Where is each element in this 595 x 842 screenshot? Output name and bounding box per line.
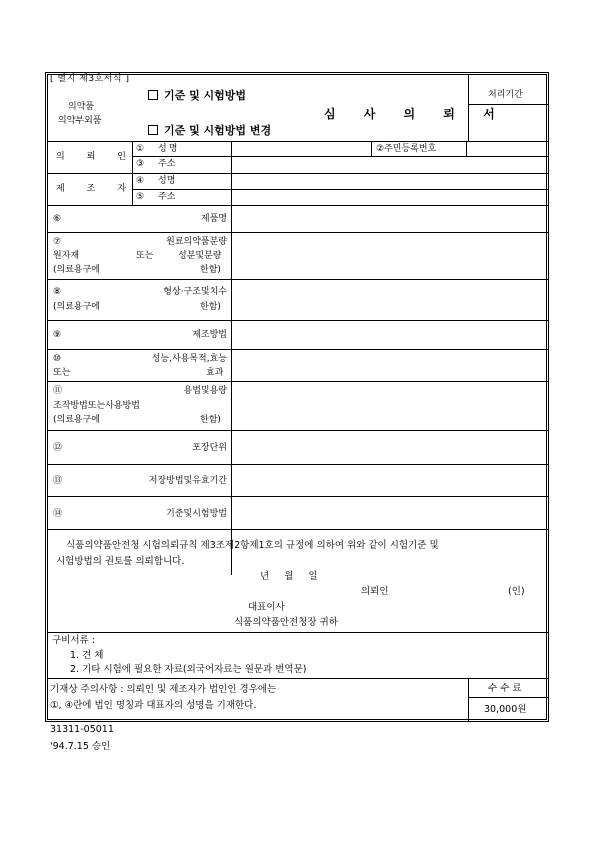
manufacturer-address-num: ⑤ [136, 192, 145, 202]
packaging-unit-label: ⑫포장단위 [53, 443, 227, 453]
efficacy-field[interactable] [234, 350, 546, 380]
applicant-address-label: 주소 [158, 159, 176, 169]
test-method-field[interactable] [234, 497, 546, 528]
manufacturer-name-num: ④ [136, 176, 145, 186]
shape-field[interactable] [234, 280, 546, 319]
declaration-line1: 식품의약품안전청 시험의뢰규칙 제3조제2항제1호의 규정에 의하여 위와 같이 시험기준 및 [66, 540, 439, 551]
product-name-field[interactable] [234, 206, 546, 231]
ingredient-field[interactable] [234, 233, 546, 278]
form-title: 심 사 의 뢰 서 [324, 107, 507, 121]
recipient: 식품의약품안전청장 귀하 [234, 617, 338, 628]
applicant-name-label: 성명 [158, 144, 180, 154]
dosage-label-line3-b: 한함) [200, 415, 221, 425]
required-documents-heading: 구비서류 : [52, 635, 95, 646]
application-form [47, 74, 547, 720]
storage-label: ⑬저장방법및유효기간 [53, 476, 227, 486]
applicant-label: 의 뢰 인 [56, 152, 126, 162]
efficacy-label-line2-a: 또는 [53, 368, 71, 378]
manufacturer-name-field[interactable] [234, 174, 546, 188]
ingredient-label-line1: ⑦원료의약품분량 [53, 237, 227, 247]
manufacturing-method-field[interactable] [234, 321, 546, 348]
applicant-name-num: ① [136, 144, 145, 154]
ingredient-label-line2-a: 원자재 [53, 251, 80, 261]
efficacy-label-line2-b: 효과 [206, 368, 224, 378]
required-document-2: 2. 기타 시험에 필요한 자료(외국어자료는 원문과 번역문) [70, 664, 307, 675]
applicant-name-field[interactable] [234, 142, 368, 155]
checkbox-icon[interactable] [148, 125, 158, 135]
form-code: 31311-05011 [50, 724, 114, 735]
category-quasi-drug: 의약부외품 [58, 116, 102, 126]
required-document-1: 1. 견 체 [70, 650, 104, 661]
fee-label: 수 수 료 [488, 683, 522, 694]
shape-label-line2-a: (의료용구에 [53, 302, 100, 312]
dosage-field[interactable] [234, 382, 546, 429]
manufacturer-address-label: 주소 [158, 192, 176, 202]
resident-number-field[interactable] [469, 142, 546, 155]
manufacturing-method-label: ⑨제조방법 [53, 330, 227, 340]
storage-field[interactable] [234, 465, 546, 495]
form-number: [ 별지 제3호서식 ] [50, 74, 130, 84]
processing-period-label: 처리기간 [488, 90, 523, 100]
packaging-unit-field[interactable] [234, 431, 546, 463]
option-standard-method-change[interactable]: 기준 및 시험방법 변경 [148, 125, 271, 136]
notes-line2: ①, ④란에 법인 명칭과 대표자의 성명을 기재한다. [50, 700, 257, 711]
applicant-address-field[interactable] [234, 157, 546, 172]
ingredient-label-line3-b: 한함) [200, 265, 221, 275]
manufacturer-address-field[interactable] [234, 190, 546, 204]
requester-label: 의뢰인 [361, 586, 389, 597]
ingredient-label-line2-b: 또는 [136, 251, 154, 261]
seal-mark[interactable]: (인) [508, 586, 525, 597]
notes-line1: 기재상 주의사항 : 의뢰인 및 제조자가 법인인 경우에는 [50, 684, 277, 695]
dosage-label-line1: ⑪용법및용량 [53, 386, 227, 396]
shape-label-line1: ⑧형상·구조및치수 [53, 287, 227, 297]
dosage-label-line3-a: (의료용구에 [53, 415, 100, 425]
declaration-line2: 시험방법의 권토를 의뢰합니다. [56, 556, 185, 567]
resident-number-label: ②주민등록번호 [376, 144, 437, 154]
ingredient-label-line3-a: (의료용구에 [53, 265, 100, 275]
application-date[interactable]: 년 월 일 [260, 571, 318, 582]
representative-label: 대표이사 [248, 602, 285, 613]
category-medicine: 의약품 [68, 102, 95, 112]
efficacy-label-line1: ⑩성능,사용목적,효능 [53, 354, 227, 364]
fee-amount: 30,000원 [484, 704, 527, 715]
shape-label-line2-b: 한함) [200, 302, 221, 312]
ingredient-label-line2-c: 성분및분량 [178, 251, 222, 261]
test-method-label: ⑭기준및시험방법 [53, 509, 227, 519]
manufacturer-name-label: 성명 [158, 176, 176, 186]
checkbox-icon[interactable] [148, 90, 158, 100]
dosage-label-line2: 조작방법또는사용방법 [53, 401, 140, 411]
applicant-address-num: ③ [136, 159, 145, 169]
manufacturer-label: 제 조 자 [56, 184, 126, 194]
option-standard-method[interactable]: 기준 및 시험방법 [148, 90, 246, 101]
product-name-label: ⑥제품명 [53, 214, 227, 224]
approval-date: '94.7.15 승인 [50, 741, 111, 752]
